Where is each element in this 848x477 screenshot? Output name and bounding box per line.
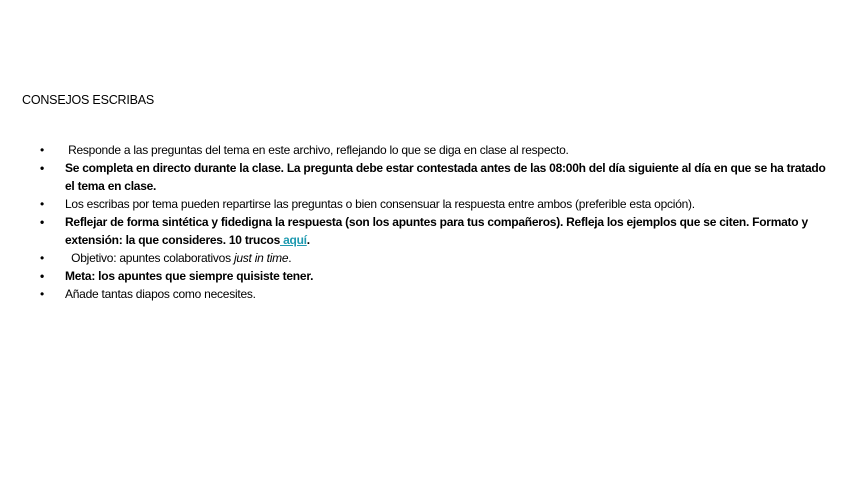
bullet-emphasis: just in time bbox=[233, 251, 289, 265]
bullet-text: Responde a las preguntas del tema en este archivo, reflejando lo que se diga en clase al respecto. bbox=[65, 143, 569, 157]
bullet-text: Se completa en directo durante la clase. La pregunta debe estar contestada antes de las 08:00h del día siguiente al día en que se ha tratado el tema en clase. bbox=[65, 161, 826, 193]
bullet-icon: • bbox=[40, 287, 44, 301]
bullet-item-objective bbox=[40, 249, 830, 267]
bullet-item-reflect-answer bbox=[40, 213, 830, 249]
bullet-list bbox=[40, 141, 830, 303]
slide-title: CONSEJOS ESCRIBAS bbox=[22, 93, 155, 107]
bullet-text-end: . bbox=[306, 233, 310, 247]
bullet-item-add-slides bbox=[40, 285, 830, 303]
bullet-icon: • bbox=[40, 161, 44, 175]
bullet-icon: • bbox=[40, 269, 44, 283]
bullet-text: Añade tantas diapos como necesites. bbox=[65, 287, 256, 301]
bullet-icon: • bbox=[40, 251, 44, 265]
tips-link[interactable]: aquí bbox=[280, 233, 307, 247]
bullet-text-end: . bbox=[288, 251, 292, 265]
bullet-text: Objetivo: apuntes colaborativos bbox=[65, 251, 234, 265]
bullet-text: Meta: los apuntes que siempre quisiste tener. bbox=[65, 269, 314, 283]
bullet-item-answer-questions bbox=[40, 141, 830, 159]
bullet-item-goal bbox=[40, 267, 830, 285]
bullet-item-live-completion bbox=[40, 159, 830, 195]
bullet-icon: • bbox=[40, 215, 44, 229]
bullet-item-split-questions bbox=[40, 195, 830, 213]
bullet-icon: • bbox=[40, 197, 44, 211]
bullet-text: Reflejar de forma sintética y fidedigna la respuesta (son los apuntes para tus compañeros). Refleja los ejemplos que se citen. Formato y extensión: la que consideres. 10 trucos bbox=[65, 215, 808, 247]
bullet-icon: • bbox=[40, 143, 44, 157]
bullet-text: Los escribas por tema pueden repartirse las preguntas o bien consensuar la respuesta entre ambos (preferible esta opción). bbox=[65, 197, 695, 211]
